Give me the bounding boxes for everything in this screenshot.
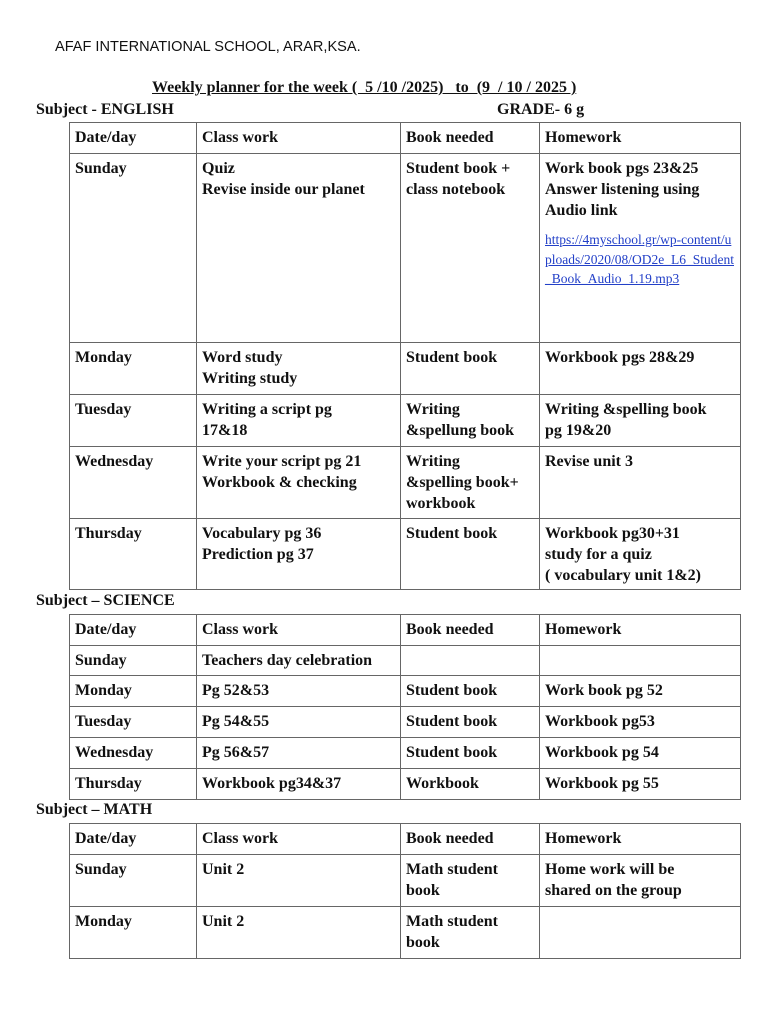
homework-cell [540,447,741,519]
header-class-work: Class work [197,615,401,646]
class-work-cell-text: Unit 2 [202,861,245,878]
book-needed-cell-text: Math student [406,913,499,930]
school-name: AFAF INTERNATIONAL SCHOOL, ARAR,KSA. [55,38,361,55]
homework-cell-text: Workbook pg30+31 [545,525,680,542]
class-work-cell [197,769,401,800]
day-cell: Tuesday [70,395,197,447]
day-cell: Thursday [70,769,197,800]
day-cell: Sunday [70,855,197,907]
header-homework: Homework [540,123,741,154]
class-work-cell-text: Workbook pg34&37 [202,775,342,792]
homework-cell-text: Workbook pg 55 [545,775,659,792]
header-class-work: Class work [197,824,401,855]
class-work-cell-text: Word study [202,349,283,366]
english-table [69,122,741,590]
class-work-cell [197,395,401,447]
class-work-cell-text: Teachers day celebration [202,652,373,669]
header-day: Date/day [70,824,197,855]
homework-cell [540,154,741,343]
homework-cell-text: study for a quiz [545,546,652,563]
homework-cell-text: pg 19&20 [545,422,612,439]
class-work-cell-text: Write your script pg 21 [202,453,362,470]
book-needed-cell-text: class notebook [406,181,506,198]
book-needed-cell-text: &spelling book+ [406,474,519,491]
class-work-cell [197,519,401,590]
table-row [70,519,741,590]
book-needed-cell-text: Math student [406,861,499,878]
homework-cell-text: Work book pgs 23&25 [545,160,699,177]
table-row [70,343,741,395]
book-needed-cell-text: Student book [406,682,498,699]
table-row [70,769,741,800]
book-needed-cell [401,646,540,676]
book-needed-cell [401,769,540,800]
homework-cell-text: Answer listening using [545,181,700,198]
book-needed-cell-text: &spellung book [406,422,515,439]
table-row [70,707,741,738]
homework-cell-text: Work book pg 52 [545,682,663,699]
homework-cell [540,646,741,676]
class-work-cell-text: Writing study [202,370,298,387]
book-needed-cell-text: workbook [406,495,476,512]
homework-cell [540,519,741,590]
table-row [70,676,741,707]
homework-cell [540,855,741,907]
book-needed-cell-text: Writing [406,401,460,418]
book-needed-cell-text: Student book [406,525,498,542]
book-needed-cell-text: Workbook [406,775,479,792]
book-needed-cell [401,707,540,738]
header-book-needed: Book needed [401,123,540,154]
class-work-cell [197,676,401,707]
book-needed-cell [401,343,540,395]
class-work-cell [197,447,401,519]
book-needed-cell [401,676,540,707]
header-class-work: Class work [197,123,401,154]
book-needed-cell-text: Student book [406,349,498,366]
day-cell: Monday [70,343,197,395]
class-work-cell-text: Revise inside our planet [202,181,365,198]
homework-cell-text: Writing &spelling book [545,401,707,418]
class-work-cell-text: Pg 56&57 [202,744,270,761]
book-needed-cell [401,907,540,959]
homework-cell-text: Workbook pg 54 [545,744,659,761]
class-work-cell [197,707,401,738]
header-book-needed: Book needed [401,824,540,855]
header-homework: Homework [540,824,741,855]
table-row [70,154,741,343]
table-header-row [70,123,741,154]
book-needed-cell-text: book [406,934,440,951]
math-table [69,823,741,959]
science-table [69,614,741,800]
audio-link[interactable]: https://4myschool.gr/wp-content/uploads/2020/08/OD2e_L6_Student_Book_Audio_1.19.mp3 [545,232,734,286]
book-needed-cell [401,519,540,590]
table-header-row [70,615,741,646]
book-needed-cell [401,738,540,769]
homework-cell-text: ( vocabulary unit 1&2) [545,567,701,584]
day-cell: Monday [70,676,197,707]
class-work-cell-text: Prediction pg 37 [202,546,314,563]
day-cell: Wednesday [70,447,197,519]
homework-cell [540,343,741,395]
homework-cell-text: Revise unit 3 [545,453,633,470]
header-book-needed: Book needed [401,615,540,646]
book-needed-cell-text: Student book [406,744,498,761]
book-needed-cell-text: Student book [406,713,498,730]
grade-label: GRADE- 6 g [497,101,585,118]
day-cell: Sunday [70,646,197,676]
class-work-cell [197,154,401,343]
subject-science-label: Subject – SCIENCE [36,592,175,609]
table-row [70,855,741,907]
book-needed-cell [401,447,540,519]
book-needed-cell-text: Writing [406,453,460,470]
class-work-cell-text: 17&18 [202,422,248,439]
class-work-cell-text: Workbook & checking [202,474,357,491]
header-homework: Homework [540,615,741,646]
book-needed-cell-text: book [406,882,440,899]
homework-cell [540,769,741,800]
class-work-cell-text: Unit 2 [202,913,245,930]
class-work-cell [197,738,401,769]
homework-cell [540,907,741,959]
class-work-cell-text: Pg 52&53 [202,682,270,699]
book-needed-cell-text: Student book + [406,160,511,177]
homework-cell-text: shared on the group [545,882,682,899]
class-work-cell-text: Quiz [202,160,235,177]
homework-cell-text: Home work will be [545,861,675,878]
day-cell: Monday [70,907,197,959]
header-day: Date/day [70,123,197,154]
homework-cell-text: Workbook pg53 [545,713,655,730]
subject-math-label: Subject – MATH [36,801,153,818]
book-needed-cell [401,395,540,447]
table-header-row [70,824,741,855]
table-row [70,646,741,676]
homework-cell [540,738,741,769]
homework-cell [540,395,741,447]
table-row [70,738,741,769]
day-cell: Sunday [70,154,197,343]
day-cell: Wednesday [70,738,197,769]
class-work-cell [197,907,401,959]
book-needed-cell [401,855,540,907]
table-row [70,447,741,519]
day-cell: Thursday [70,519,197,590]
homework-cell [540,707,741,738]
week-title: Weekly planner for the week ( 5 /10 /2025) to (9 / 10 / 2025 ) [152,79,577,96]
book-needed-cell [401,154,540,343]
header-day: Date/day [70,615,197,646]
class-work-cell [197,855,401,907]
class-work-cell [197,343,401,395]
table-row [70,395,741,447]
class-work-cell-text: Pg 54&55 [202,713,270,730]
homework-cell-text: Audio link [545,202,618,219]
homework-cell [540,676,741,707]
table-row [70,907,741,959]
class-work-cell-text: Writing a script pg [202,401,332,418]
class-work-cell [197,646,401,676]
subject-english-label: Subject - ENGLISH [36,101,174,118]
day-cell: Tuesday [70,707,197,738]
homework-cell-text: Workbook pgs 28&29 [545,349,695,366]
class-work-cell-text: Vocabulary pg 36 [202,525,322,542]
